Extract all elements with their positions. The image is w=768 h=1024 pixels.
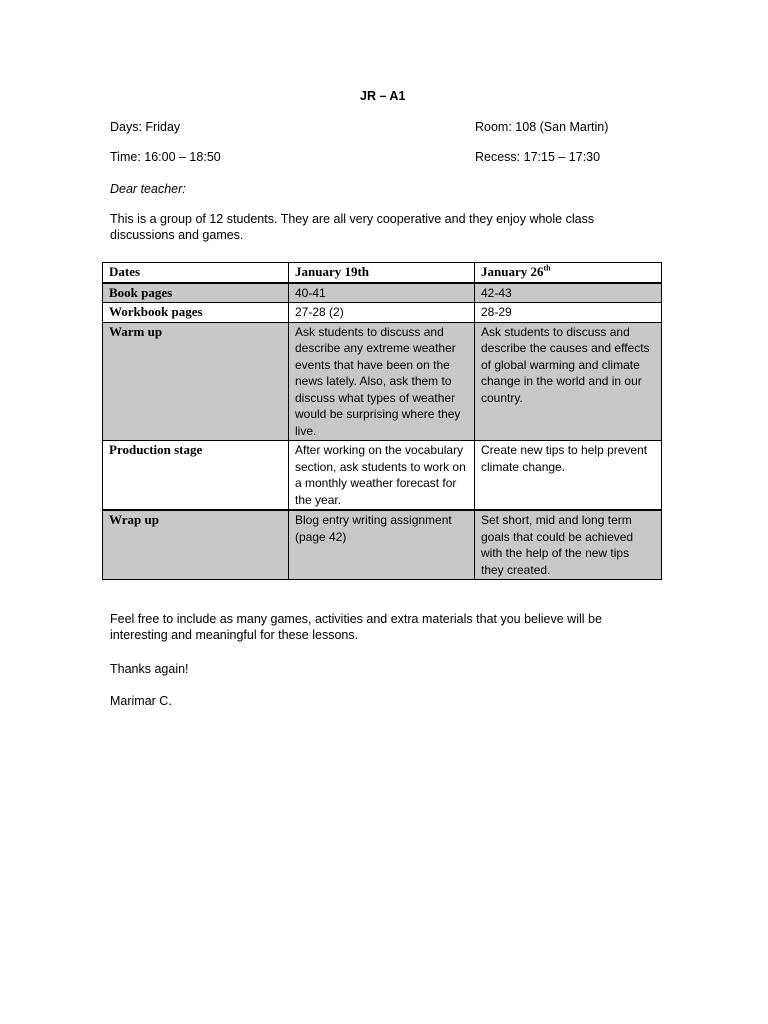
- header-january-26: [475, 263, 662, 283]
- header-january-19: January 19th: [289, 263, 475, 283]
- days-line: Days: Friday: [110, 120, 181, 134]
- table-row-workbook-pages: [103, 303, 662, 323]
- closing-paragraph: Feel free to include as many games, activities and extra materials that you believe will be interesting and meaningful for these lessons.: [110, 612, 602, 642]
- document-title: JR – A1: [360, 89, 406, 103]
- cell-jan19: Ask students to discuss and describe any extreme weather events that have been on the news lately. Also, ask them to discuss what types of weather would be surprising where they live.: [289, 322, 475, 441]
- cell-jan26: 42-43: [475, 283, 662, 303]
- cell-jan19: Blog entry writing assignment (page 42): [289, 510, 475, 580]
- cell-jan26: Set short, mid and long term goals that could be achieved with the help of the new tips they created.: [475, 510, 662, 580]
- cell-jan19: After working on the vocabulary section, ask students to work on a monthly weather forecast for the year.: [289, 441, 475, 511]
- signature: Marimar C.: [110, 694, 172, 708]
- table-row-warm-up: [103, 322, 662, 441]
- salutation: Dear teacher:: [110, 182, 186, 196]
- table-header-row: [103, 263, 662, 283]
- cell-jan26: Create new tips to help prevent climate change.: [475, 441, 662, 511]
- row-label: Wrap up: [103, 510, 289, 580]
- cell-jan19: 40-41: [289, 283, 475, 303]
- intro-paragraph: This is a group of 12 students. They are all very cooperative and they enjoy whole class discussions and games.: [110, 212, 595, 242]
- header-january-26-text: January 26: [481, 264, 544, 279]
- row-label: Warm up: [103, 322, 289, 441]
- room-line: Room: 108 (San Martin): [475, 120, 609, 134]
- time-line: Time: 16:00 – 18:50: [110, 150, 221, 164]
- row-label: Production stage: [103, 441, 289, 511]
- cell-jan19: 27-28 (2): [289, 303, 475, 323]
- lesson-plan-table: [102, 262, 662, 580]
- recess-line: Recess: 17:15 – 17:30: [475, 150, 601, 164]
- row-label: Workbook pages: [103, 303, 289, 323]
- cell-jan26: Ask students to discuss and describe the causes and effects of global warming and climate change in the world and in our country.: [475, 322, 662, 441]
- table-row-production-stage: [103, 441, 662, 511]
- header-january-26-suffix: th: [543, 263, 551, 273]
- row-label: Book pages: [103, 283, 289, 303]
- table-row-wrap-up: [103, 510, 662, 580]
- cell-jan26: 28-29: [475, 303, 662, 323]
- table-row-book-pages: [103, 283, 662, 303]
- header-dates: Dates: [103, 263, 289, 283]
- thanks-line: Thanks again!: [110, 662, 189, 676]
